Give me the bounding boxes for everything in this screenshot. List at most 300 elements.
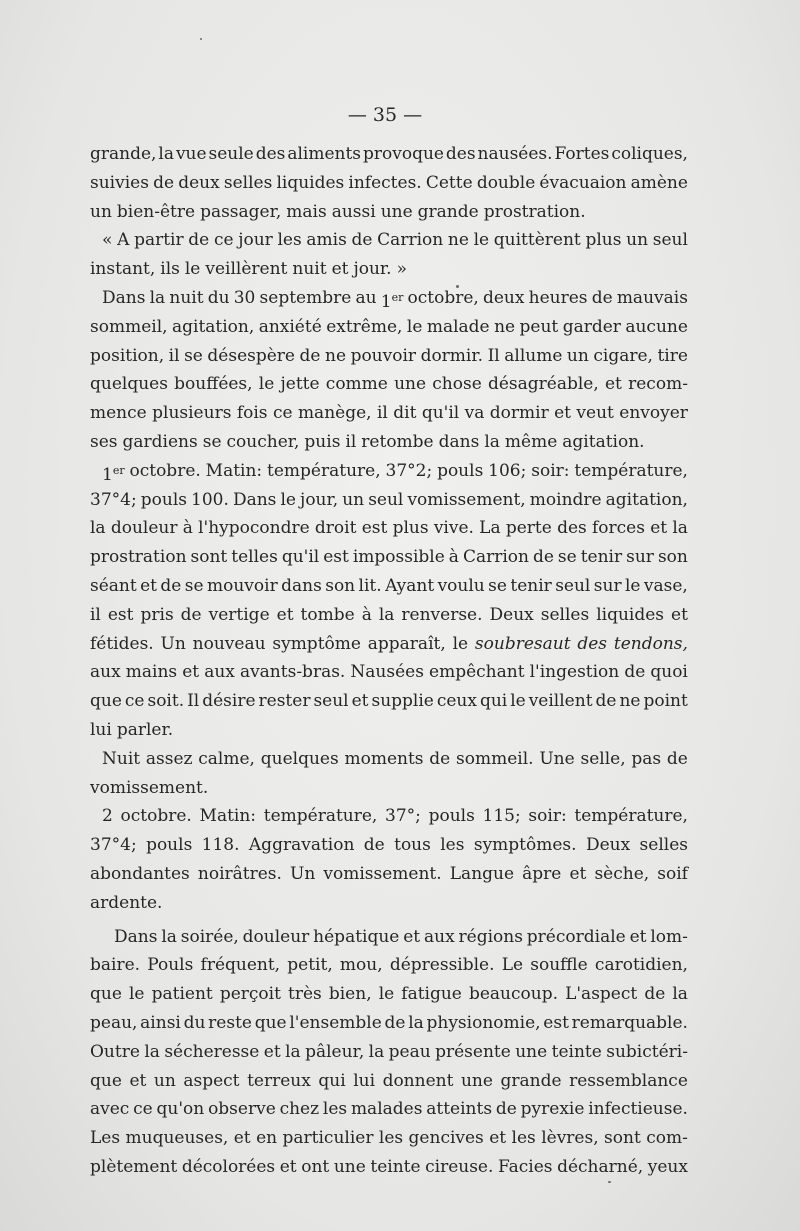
text-line bbox=[90, 169, 688, 198]
word: sécheresse bbox=[164, 1041, 260, 1062]
word: tire bbox=[657, 345, 688, 366]
word: un bbox=[153, 1070, 176, 1091]
word: fétides. bbox=[90, 633, 154, 654]
word: tenir bbox=[510, 575, 552, 596]
word: Ayant bbox=[385, 575, 435, 596]
word: souffle bbox=[530, 955, 588, 976]
text-line bbox=[90, 457, 688, 486]
word: plètement bbox=[90, 1156, 178, 1177]
word: de bbox=[591, 287, 613, 308]
word: et bbox=[629, 926, 647, 947]
word: la bbox=[672, 984, 688, 1005]
word: cigare, bbox=[593, 345, 653, 366]
word: les bbox=[277, 230, 302, 251]
word: lui bbox=[353, 1070, 376, 1091]
word: nouveau bbox=[192, 633, 266, 654]
word: se bbox=[202, 431, 222, 452]
word: et bbox=[140, 575, 158, 596]
word: dépressible. bbox=[389, 955, 495, 976]
word: selles bbox=[540, 604, 590, 625]
word: séant bbox=[90, 575, 137, 596]
word: bien, bbox=[328, 984, 372, 1005]
word: soir: bbox=[528, 806, 567, 827]
text-line bbox=[90, 802, 688, 831]
word: douleur bbox=[242, 926, 310, 947]
word: un bbox=[626, 230, 649, 251]
word: du bbox=[183, 1012, 206, 1033]
word: patient bbox=[151, 984, 213, 1005]
word: soir: bbox=[531, 460, 570, 481]
word: au bbox=[355, 287, 377, 308]
word: fréquent, bbox=[200, 955, 281, 976]
word: et bbox=[671, 604, 688, 625]
word: rester bbox=[258, 691, 311, 712]
word: une bbox=[460, 1070, 493, 1091]
word: atteints bbox=[426, 1099, 493, 1120]
word: vertige bbox=[208, 604, 270, 625]
word: pâleur, bbox=[305, 1041, 365, 1062]
word: la bbox=[368, 1041, 385, 1062]
text-line bbox=[90, 572, 688, 601]
word: 118. bbox=[201, 835, 240, 856]
word: impossible bbox=[352, 547, 445, 568]
word: Matin: bbox=[205, 460, 263, 481]
word: calme, bbox=[198, 748, 255, 769]
word: teinte bbox=[370, 1156, 421, 1177]
word: un bbox=[90, 201, 112, 222]
word: Un bbox=[290, 863, 316, 884]
word: la bbox=[378, 604, 395, 625]
text-line bbox=[90, 951, 688, 980]
word: soubresaut bbox=[474, 633, 571, 654]
word: coucher, bbox=[226, 431, 300, 452]
word: quelques bbox=[90, 374, 168, 395]
word: de bbox=[595, 691, 617, 712]
word: le bbox=[624, 575, 641, 596]
word: mais bbox=[286, 201, 327, 222]
text-line bbox=[90, 370, 688, 399]
word: Deux bbox=[489, 604, 534, 625]
word: agitation, bbox=[171, 316, 255, 337]
word: les bbox=[511, 1128, 536, 1149]
word: avants-bras. bbox=[239, 662, 346, 683]
word: mauvais bbox=[616, 287, 688, 308]
word: empêchant bbox=[429, 662, 525, 683]
word: les bbox=[322, 1099, 348, 1120]
word: teinte bbox=[551, 1041, 602, 1062]
word: se bbox=[488, 575, 507, 596]
word: reste bbox=[208, 1012, 252, 1033]
word: ne bbox=[325, 345, 347, 366]
word: évacuaion bbox=[539, 172, 627, 193]
word: température, bbox=[574, 460, 688, 481]
word: malade bbox=[426, 316, 490, 337]
word: peau, bbox=[90, 1012, 138, 1033]
word: ainsi bbox=[140, 1012, 181, 1033]
word: » bbox=[396, 259, 407, 280]
word: chose bbox=[432, 374, 482, 395]
text-line bbox=[90, 860, 688, 889]
word: deux bbox=[178, 172, 220, 193]
word: observe bbox=[208, 1099, 276, 1120]
word: manège, bbox=[297, 403, 372, 424]
word: petit, bbox=[287, 955, 333, 976]
text-line bbox=[90, 716, 688, 745]
word: la bbox=[149, 287, 166, 308]
word: décolorées bbox=[181, 1156, 276, 1177]
word: pouvoir bbox=[350, 345, 417, 366]
word: seul bbox=[555, 575, 591, 596]
word: la bbox=[90, 518, 106, 539]
word: les bbox=[440, 835, 465, 856]
word: ne bbox=[494, 316, 516, 337]
word: garder bbox=[562, 316, 621, 337]
word: point bbox=[643, 691, 688, 712]
word: de bbox=[384, 1012, 406, 1033]
word: vue bbox=[175, 144, 207, 164]
word: infectes. bbox=[348, 172, 422, 193]
word: 1er bbox=[380, 290, 404, 312]
word: tendons, bbox=[613, 633, 688, 654]
word: et bbox=[263, 1041, 281, 1062]
word: sur bbox=[593, 575, 622, 596]
word: physionomie, bbox=[426, 1012, 541, 1033]
word: comme bbox=[325, 374, 388, 395]
word: et bbox=[554, 403, 572, 424]
word: que bbox=[254, 1012, 287, 1033]
word: position, bbox=[90, 345, 165, 366]
word: grande bbox=[500, 1070, 562, 1091]
word: jette bbox=[280, 374, 320, 395]
word: noirâtres. bbox=[197, 863, 282, 884]
text-line bbox=[90, 514, 688, 543]
word: pouls bbox=[140, 489, 187, 510]
word: lom- bbox=[650, 926, 688, 947]
word: Une bbox=[539, 748, 575, 769]
word: aussi bbox=[331, 201, 376, 222]
superscript: er bbox=[391, 290, 404, 304]
word: il bbox=[376, 403, 388, 424]
text-line bbox=[90, 1153, 688, 1182]
word: l'ensemble bbox=[289, 1012, 382, 1033]
word: infectieuse. bbox=[588, 1099, 688, 1120]
word: et bbox=[403, 926, 421, 947]
word: beaucoup. bbox=[468, 984, 558, 1005]
word: en bbox=[256, 1128, 278, 1149]
word: que bbox=[90, 691, 122, 712]
word: une bbox=[380, 201, 413, 222]
word: bien-être bbox=[116, 201, 196, 222]
word: aliments bbox=[287, 144, 362, 164]
word: tombe bbox=[300, 604, 355, 625]
word: La bbox=[479, 518, 501, 539]
word: une bbox=[333, 1156, 366, 1177]
word: est bbox=[107, 604, 134, 625]
word: 37°; bbox=[385, 806, 421, 827]
word: renverse. bbox=[401, 604, 483, 625]
word: de bbox=[180, 604, 202, 625]
word: plusieurs bbox=[152, 403, 232, 424]
word: supplie bbox=[371, 691, 434, 712]
word: aspect bbox=[183, 1070, 240, 1091]
word: ne bbox=[619, 691, 641, 712]
word: pouls bbox=[428, 806, 475, 827]
word: malades bbox=[350, 1099, 423, 1120]
word: vomissement. bbox=[323, 863, 442, 884]
word: Dans bbox=[114, 926, 158, 947]
word: Cette bbox=[425, 172, 473, 193]
word: moments bbox=[344, 748, 424, 769]
word: et bbox=[233, 1128, 251, 1149]
word: fatigue bbox=[401, 984, 462, 1005]
word: se bbox=[184, 575, 204, 596]
word: grande bbox=[417, 201, 479, 222]
word: selle, bbox=[580, 748, 626, 769]
word: est bbox=[543, 1012, 569, 1033]
word: les bbox=[378, 1128, 404, 1149]
word: pas bbox=[631, 748, 662, 769]
paper-speck bbox=[456, 285, 459, 288]
word: soit. bbox=[147, 691, 185, 712]
text-line bbox=[90, 1067, 688, 1096]
text-line bbox=[90, 745, 688, 774]
text-line bbox=[90, 889, 688, 918]
word: gardiens bbox=[122, 431, 198, 452]
superscript: er bbox=[112, 463, 125, 477]
word: heures bbox=[528, 287, 588, 308]
word: bouffées, bbox=[174, 374, 253, 395]
word: vive. bbox=[433, 518, 474, 539]
word: ils bbox=[160, 259, 180, 280]
word: de bbox=[532, 547, 554, 568]
word: prostration bbox=[90, 547, 187, 568]
word: cireuse. bbox=[425, 1156, 494, 1177]
word: Le bbox=[501, 955, 524, 976]
word: et bbox=[569, 863, 587, 884]
word: nuit bbox=[169, 287, 204, 308]
word: ce bbox=[272, 403, 293, 424]
word: assez bbox=[145, 748, 193, 769]
word: désire bbox=[202, 691, 256, 712]
word: douleur bbox=[110, 518, 178, 539]
word: très bbox=[288, 984, 322, 1005]
word: amène bbox=[630, 172, 688, 193]
word: il bbox=[90, 604, 101, 625]
word: Dans bbox=[232, 489, 277, 510]
word: désespère bbox=[207, 345, 295, 366]
word: et bbox=[129, 1070, 147, 1091]
word: yeux bbox=[647, 1156, 688, 1177]
word: du bbox=[207, 287, 230, 308]
word: température, bbox=[267, 460, 381, 481]
word: dormir. bbox=[420, 345, 484, 366]
word: vomissement. bbox=[90, 777, 209, 798]
word: son bbox=[657, 547, 688, 568]
word: partir bbox=[134, 230, 184, 251]
word: soif bbox=[657, 863, 688, 884]
word: que bbox=[90, 984, 122, 1005]
word: mouvoir bbox=[206, 575, 278, 596]
word: âpre bbox=[522, 863, 562, 884]
text-line bbox=[90, 543, 688, 572]
word: peut bbox=[519, 316, 559, 337]
word: fois bbox=[236, 403, 268, 424]
word: à bbox=[182, 518, 193, 539]
word: des bbox=[445, 144, 476, 164]
word: nuit bbox=[292, 259, 327, 280]
word: le bbox=[184, 259, 201, 280]
word: le bbox=[378, 984, 395, 1005]
word: abondantes bbox=[90, 863, 190, 884]
word: deux bbox=[482, 287, 525, 308]
word: ce bbox=[133, 1099, 153, 1120]
word: jour, bbox=[300, 489, 339, 510]
word: et bbox=[331, 259, 349, 280]
text-line bbox=[90, 342, 688, 371]
word: sèche, bbox=[594, 863, 650, 884]
word: A bbox=[117, 230, 130, 251]
word: Pouls bbox=[147, 955, 194, 976]
word: est bbox=[361, 518, 388, 539]
word: seul bbox=[313, 691, 349, 712]
word: qu'il bbox=[421, 403, 460, 424]
word: aucune bbox=[625, 316, 688, 337]
word: il bbox=[168, 345, 180, 366]
word: et bbox=[351, 691, 369, 712]
word: baire. bbox=[90, 955, 141, 976]
paper-speck bbox=[608, 1181, 611, 1183]
word: lui bbox=[90, 719, 112, 740]
word: selles bbox=[223, 172, 273, 193]
word: dormir bbox=[489, 403, 549, 424]
word: liquides bbox=[596, 604, 665, 625]
text-line bbox=[90, 226, 688, 255]
word: une bbox=[394, 374, 427, 395]
word: agitation, bbox=[605, 489, 688, 510]
word: 2 bbox=[102, 806, 113, 827]
word: jour bbox=[238, 230, 273, 251]
word: 30 bbox=[233, 287, 256, 308]
word: qu'il bbox=[281, 547, 320, 568]
word: perte bbox=[505, 518, 552, 539]
word: retombe bbox=[361, 431, 434, 452]
word: parler. bbox=[116, 719, 174, 740]
word: que bbox=[90, 1070, 122, 1091]
word: de bbox=[666, 748, 688, 769]
word: Il bbox=[487, 345, 500, 366]
word: de bbox=[160, 575, 182, 596]
word: des bbox=[577, 633, 608, 654]
word: voulu bbox=[437, 575, 485, 596]
word: octobre. bbox=[120, 806, 192, 827]
word: à bbox=[361, 604, 372, 625]
text-line bbox=[90, 687, 688, 716]
word: sont bbox=[604, 1128, 641, 1149]
word: de bbox=[299, 345, 321, 366]
word: ceux bbox=[436, 691, 477, 712]
word: un bbox=[566, 345, 589, 366]
text-line bbox=[90, 774, 688, 803]
text-line bbox=[90, 428, 688, 457]
word: précordiale bbox=[526, 926, 626, 947]
word: présente bbox=[435, 1041, 511, 1062]
word: l'hypocondre bbox=[198, 518, 310, 539]
word: peau bbox=[388, 1041, 431, 1062]
word: quelques bbox=[260, 748, 339, 769]
word: de bbox=[153, 172, 175, 193]
word: droit bbox=[314, 518, 357, 539]
word: des bbox=[255, 144, 286, 164]
word: prostration. bbox=[483, 201, 586, 222]
word: Langue bbox=[449, 863, 515, 884]
word: la bbox=[158, 144, 174, 164]
word: particulier bbox=[282, 1128, 374, 1149]
word: de bbox=[644, 984, 666, 1005]
word: pouls bbox=[437, 460, 484, 481]
word: veillèrent bbox=[205, 259, 288, 280]
word: donnent bbox=[382, 1070, 454, 1091]
word: des bbox=[557, 518, 587, 539]
word: 115; bbox=[482, 806, 521, 827]
word: symptômes. bbox=[473, 835, 577, 856]
word: allume bbox=[504, 345, 563, 366]
word: et bbox=[182, 662, 200, 683]
word: température, bbox=[263, 806, 378, 827]
word: de bbox=[495, 1099, 517, 1120]
word: amis bbox=[306, 230, 347, 251]
word: octobre, bbox=[407, 287, 479, 308]
word: moindre bbox=[529, 489, 602, 510]
word: 106; bbox=[488, 460, 527, 481]
word: agitation. bbox=[562, 431, 645, 452]
word: 37°4; bbox=[90, 835, 137, 856]
word: seule bbox=[208, 144, 254, 164]
word: à bbox=[448, 547, 459, 568]
word: Carrion bbox=[377, 230, 444, 251]
word: Matin: bbox=[199, 806, 257, 827]
word: qui bbox=[318, 1070, 346, 1091]
text-line bbox=[90, 658, 688, 687]
word: double bbox=[476, 172, 536, 193]
word: L'aspect bbox=[565, 984, 638, 1005]
word: il bbox=[345, 431, 357, 452]
word: la bbox=[484, 431, 500, 452]
word: chez bbox=[279, 1099, 320, 1120]
word: instant, bbox=[90, 259, 156, 280]
text-line bbox=[90, 284, 688, 313]
text-line bbox=[90, 198, 688, 227]
word: sont bbox=[190, 547, 228, 568]
word: Facies bbox=[497, 1156, 553, 1177]
word: le bbox=[473, 230, 490, 251]
word: apparaît, bbox=[367, 633, 446, 654]
word: lit. bbox=[358, 575, 382, 596]
word: Fortes bbox=[554, 144, 610, 164]
word: décharné, bbox=[557, 1156, 644, 1177]
word: sommeil. bbox=[456, 748, 534, 769]
word: aux bbox=[423, 926, 455, 947]
text-line bbox=[90, 1009, 688, 1038]
word: perçoit bbox=[219, 984, 281, 1005]
word: régions bbox=[458, 926, 523, 947]
word: de bbox=[363, 835, 385, 856]
word: selles bbox=[639, 835, 688, 856]
word: liquides bbox=[276, 172, 345, 193]
word: symptôme bbox=[272, 633, 361, 654]
word: sommeil, bbox=[90, 316, 168, 337]
word: ont bbox=[301, 1156, 330, 1177]
word: extrême, bbox=[326, 316, 403, 337]
